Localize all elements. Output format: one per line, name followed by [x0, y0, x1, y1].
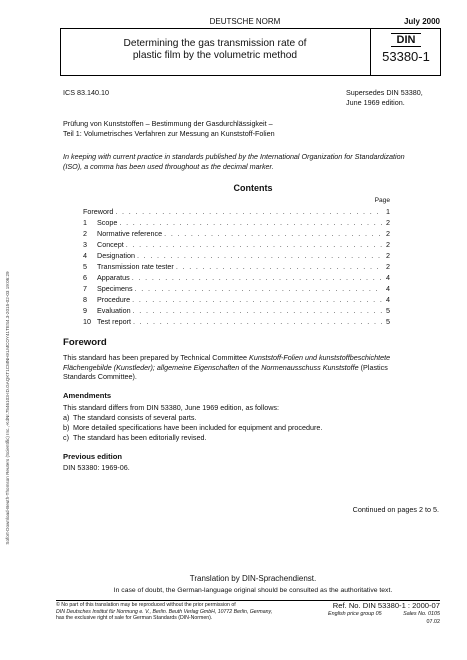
din-logo: DIN [391, 33, 421, 47]
toc-item-number: 1 [83, 218, 87, 227]
foreword-heading: Foreword [63, 337, 107, 348]
toc-item-transmission-rate-tester[interactable] [83, 262, 390, 272]
toc-item-procedure[interactable] [83, 295, 390, 305]
document-title-line1: Determining the gas transmission rate of [123, 38, 307, 49]
copyright-line2: DIN Deutsches Institut für Normung e. V., Berlin. Beuth Verlag GmbH, 10772 Berlin, Germany, [56, 608, 273, 615]
list-marker: c) [63, 432, 69, 442]
german-title-line1: Prüfung von Kunststoffen – Bestimmung der Gasdurchlässigkeit – [63, 119, 273, 128]
toc-leader-dots [133, 317, 382, 327]
toc-item-number: 8 [83, 295, 87, 304]
list-item-text: The standard consists of several parts. [73, 413, 197, 422]
ics-code: ICS 83.140.10 [63, 88, 109, 97]
toc-item-number: 2 [83, 229, 87, 238]
foreword-text: of the [239, 362, 262, 372]
toc-item-page: 2 [386, 229, 390, 238]
committee-name-cont: Flächengebilde (Kunstleder); allgemeine Eigenschaften [63, 362, 240, 372]
toc-item-title: Test report [97, 317, 131, 326]
title-box-divider [370, 28, 371, 76]
toc-item-number: 5 [83, 262, 87, 271]
toc-leader-dots [119, 218, 382, 228]
toc-item-page: 2 [386, 218, 390, 227]
toc-item-specimens[interactable] [83, 284, 390, 294]
toc-item-number: 6 [83, 273, 87, 282]
foreword-line2 [63, 363, 443, 373]
side-watermark: Sofort-Download-Beuth-Thomson Reuters (Scientific) Inc.,-KdNr.7546103-ID.GAQKT1CMNHXLMCOY41TES4.3-2015-02-03 19:06:29 [5, 271, 10, 545]
toc-item-page: 4 [386, 273, 390, 282]
toc-item-evaluation[interactable] [83, 306, 390, 316]
toc-item-page: 4 [386, 284, 390, 293]
toc-item-title: Apparatus [97, 273, 130, 282]
toc-item-page: 4 [386, 295, 390, 304]
supersedes-line1: Supersedes DIN 53380, [346, 88, 423, 97]
toc-item-page: 2 [386, 240, 390, 249]
toc-leader-dots [133, 306, 382, 316]
toc-item-foreword[interactable] [83, 207, 390, 217]
toc-item-normative-reference[interactable] [83, 229, 390, 239]
foreword-line3: Standards Committee). [63, 372, 137, 382]
issue-date: July 2000 [403, 17, 440, 26]
toc-item-concept[interactable] [83, 240, 390, 250]
iso-decimal-note [63, 152, 443, 171]
document-title-line2: plastic film by the volumetric method [132, 50, 298, 61]
supersedes-note [346, 88, 440, 107]
list-item-text: The standard has been editorially revised. [73, 432, 207, 442]
toc-leader-dots [115, 207, 382, 217]
reference-number: Ref. No. DIN 53380-1 : 2000-07 [332, 601, 440, 610]
toc-item-title: Foreword [83, 207, 114, 216]
sales-number: Sales No. 0105 [403, 611, 440, 617]
translation-note: Translation by DIN-Sprachendienst. [189, 574, 317, 583]
toc-item-title: Evaluation [97, 306, 131, 315]
toc-item-title: Designation [97, 251, 135, 260]
supersedes-line2: June 1969 edition. [346, 97, 405, 107]
list-marker: b) [63, 422, 70, 432]
price-group: English price group 05 [328, 611, 382, 617]
toc-item-test-report[interactable] [83, 317, 390, 327]
contents-heading: Contents [233, 183, 273, 193]
toc-item-title: Concept [97, 240, 124, 249]
toc-item-title: Procedure [97, 295, 131, 304]
list-item-text: More detailed specifications have been included for equipment and procedure. [73, 422, 323, 432]
standards-committee-name: Normenausschuss Kunststoffe [261, 362, 359, 372]
foreword-text: (Plastics [358, 362, 388, 372]
toc-leader-dots [132, 295, 382, 305]
footer-code: 07.02 [426, 619, 440, 625]
german-title [63, 119, 443, 138]
toc-leader-dots [137, 251, 382, 261]
amendments-heading: Amendments [63, 391, 112, 400]
standard-number: 53380-1 [382, 49, 430, 64]
toc-leader-dots [132, 273, 382, 283]
toc-item-number: 10 [83, 317, 91, 326]
amendments-list [63, 413, 443, 442]
toc-item-title: Scope [97, 218, 118, 227]
document-title [62, 38, 368, 62]
contents-page-label: Page [374, 197, 390, 204]
foreword-line1 [63, 353, 443, 363]
previous-edition-text: DIN 53380: 1969-06. [63, 463, 130, 472]
toc-leader-dots [176, 262, 382, 272]
toc-leader-dots [126, 240, 382, 250]
toc-item-number: 4 [83, 251, 87, 260]
toc-item-apparatus[interactable] [83, 273, 390, 283]
foreword-text: This standard has been prepared by Technical Committee [63, 353, 250, 362]
toc-leader-dots [135, 284, 382, 294]
list-item [63, 413, 443, 423]
toc-item-page: 5 [386, 317, 390, 326]
toc-item-number: 9 [83, 306, 87, 315]
foreword-paragraph [63, 353, 443, 382]
copyright-line1: © No part of this translation may be reproduced without the prior permission of [56, 602, 236, 608]
committee-name: Kunststoff-Folien und kunststoffbeschichtete [249, 353, 391, 362]
toc-item-number: 3 [83, 240, 87, 249]
iso-note-line1: In keeping with current practice in standards published by the International Organization for Standardization [63, 152, 405, 161]
list-marker: a) [63, 413, 70, 422]
amendments-intro: This standard differs from DIN 53380, June 1969 edition, as follows: [63, 403, 280, 412]
toc-item-scope[interactable] [83, 218, 390, 228]
toc-item-page: 1 [386, 207, 390, 216]
standard-type-label: DEUTSCHE NORM [209, 17, 281, 26]
iso-note-line2: (ISO), a comma has been used throughout as the decimal marker. [63, 161, 274, 171]
continued-note: Continued on pages 2 to 5. [352, 505, 439, 514]
copyright-notice [56, 602, 321, 622]
toc-item-page: 2 [386, 262, 390, 271]
list-item [63, 423, 443, 433]
toc-item-title: Specimens [97, 284, 133, 293]
toc-leader-dots [164, 229, 382, 239]
toc-item-page: 2 [386, 251, 390, 260]
toc-item-designation[interactable] [83, 251, 390, 261]
previous-edition-heading: Previous edition [63, 452, 123, 461]
authoritative-text-note: In case of doubt, the German-language original should be consulted as the authoritative text. [113, 587, 393, 594]
list-item [63, 433, 443, 443]
toc-item-title: Transmission rate tester [97, 262, 174, 271]
copyright-line3: has the exclusive right of sale for German Standards (DIN-Normen). [56, 615, 213, 622]
toc-item-number: 7 [83, 284, 87, 293]
german-title-line2: Teil 1: Volumetrisches Verfahren zur Messung an Kunststoff-Folien [63, 128, 275, 138]
toc-item-page: 5 [386, 306, 390, 315]
toc-item-title: Normative reference [97, 229, 163, 238]
